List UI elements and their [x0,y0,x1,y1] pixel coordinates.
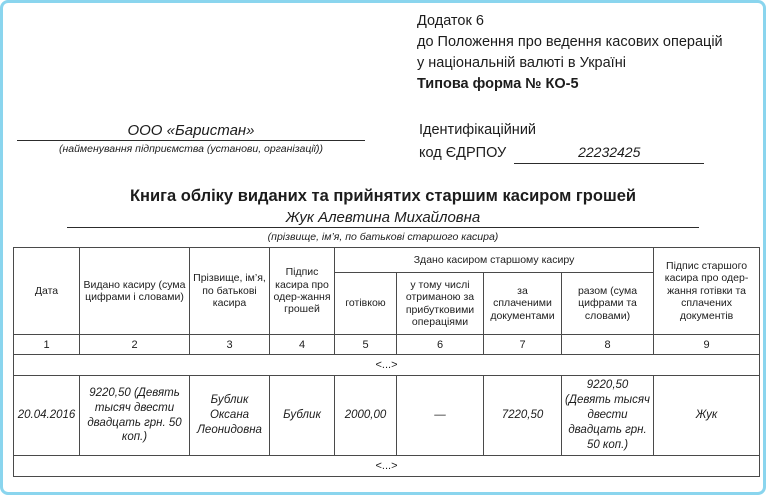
edrpou-block [419,120,704,164]
document-title: Книга обліку виданих та прийнятих старшим касиром грошей [129,187,637,205]
appendix-note [417,11,723,95]
col-header-date: Дата [14,248,80,335]
col-header-total: разом (сума цифрами та словами) [562,273,654,335]
cell-total: 9220,50 (Девять тысяч двести двадцать грн. 50 коп.) [562,376,654,456]
col-header-incl-income: у тому числі отриманою за прибутковими операціями [397,273,484,335]
ellipsis-cell: <...> [14,456,760,477]
senior-cashier-caption: (прізвище, ім’я, по батькові старшого касира) [267,231,499,243]
column-number: 3 [190,335,270,355]
column-number: 4 [270,335,335,355]
col-header-issued: Видано касиру (сума цифрами і словами) [80,248,190,335]
col-header-senior-signature: Підпис старшого касира про одер-жання готівки та сплачених документів [654,248,760,335]
col-header-cashier-signature: Підпис касира про одер-жання грошей [270,248,335,335]
form-number: Типова форма № КО-5 [417,76,579,92]
ellipsis-row-top [14,355,760,376]
edrpou-label-line1: Ідентифікаційний [419,122,537,138]
appendix-note-line1: Додаток 6 [417,13,484,29]
column-number: 1 [14,335,80,355]
column-number: 6 [397,335,484,355]
cell-date: 20.04.2016 [14,376,80,456]
column-number: 8 [562,335,654,355]
table-row [14,376,760,456]
cell-incl-income: — [397,376,484,456]
company-caption: (найменування підприємства (установи, організації)) [58,143,324,155]
appendix-note-line2: до Положення про ведення касових операцій [417,34,723,50]
column-number: 5 [335,335,397,355]
company-name-field: ООО «Баристан» [17,122,365,141]
title-block [3,186,763,243]
column-number-row [14,335,760,355]
ellipsis-row-bottom [14,456,760,477]
column-number: 9 [654,335,760,355]
cell-issued: 9220,50 (Девять тысяч двести двадцать грн. 50 коп.) [80,376,190,456]
col-header-paid-docs: за сплаченими документами [484,273,562,335]
company-block [17,122,365,155]
col-header-cashier-name: Прізвище, ім’я, по батькові касира [190,248,270,335]
cell-paid-docs: 7220,50 [484,376,562,456]
ellipsis-cell: <...> [14,355,760,376]
cell-cash: 2000,00 [335,376,397,456]
cell-cashier-name: Бублик Оксана Леонидовна [190,376,270,456]
cell-senior-signature: Жук [654,376,760,456]
col-header-group-handed: Здано касиром старшому касиру [335,248,654,273]
appendix-note-line3: у національній валюті в Україні [417,55,626,71]
column-number: 2 [80,335,190,355]
ko5-table [13,247,760,477]
column-number: 7 [484,335,562,355]
col-header-cash: готівкою [335,273,397,335]
edrpou-value-field: 22232425 [514,142,704,164]
cell-cashier-signature: Бублик [270,376,335,456]
edrpou-label-line2: код ЄДРПОУ [419,145,507,161]
senior-cashier-name-field: Жук Алевтина Михайловна [67,208,699,228]
